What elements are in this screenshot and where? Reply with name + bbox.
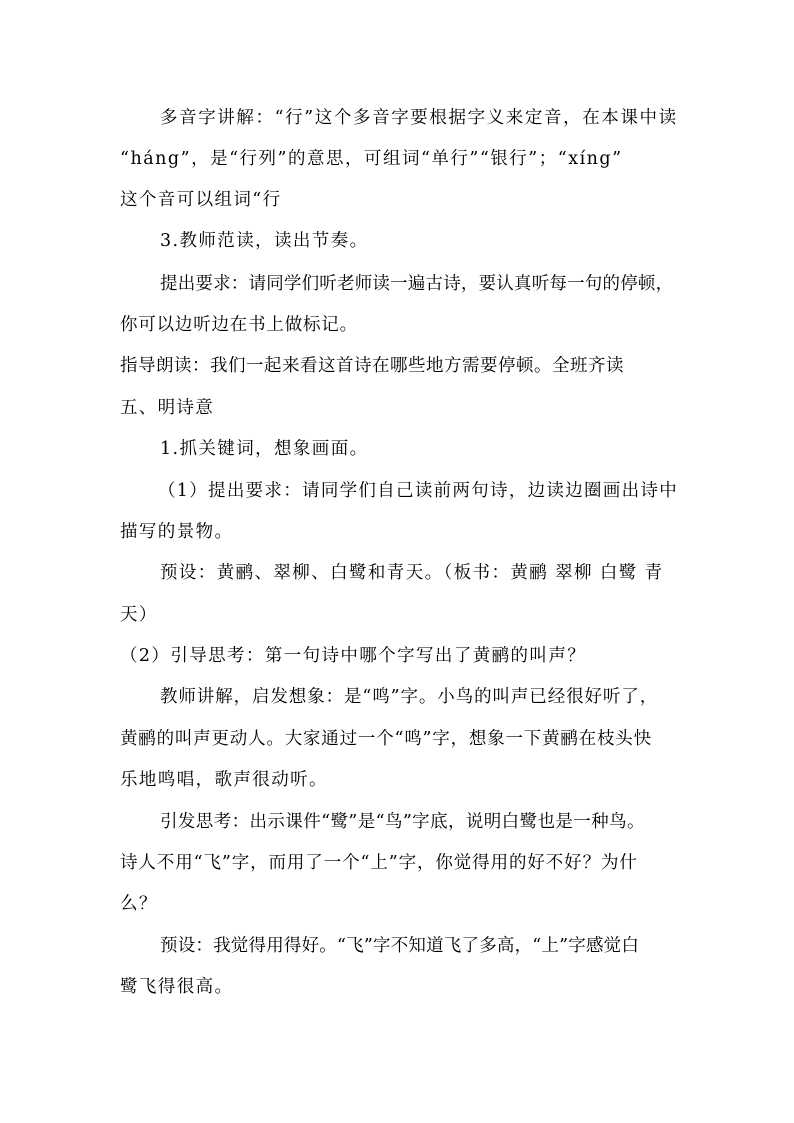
step-teacher-model-reading: 3.教师范读，读出节奏。 [160,231,369,251]
paragraph-requirement-cont: 你可以边听边在书上做标记。 [120,315,358,335]
paragraph-polyphonic-explanation: 多音字讲解：“行”这个多音字要根据字义来定音，在本课中读 [160,108,678,128]
paragraph-preset-scenery-cont: 天） [120,605,158,625]
paragraph-preset-scenery: 预设：黄鹂、翠柳、白鹭和青天。（板书：黄鹂 翠柳 白鹭 青 [160,563,664,583]
paragraph-preset-answer-end: 鹭飞得很高。 [120,977,234,997]
paragraph-requirement-circle: （1）提出要求：请同学们自己读前两句诗，边读边圈画出诗中 [158,481,679,501]
paragraph-polyphonic-explanation-cont: “háng”，是“行列”的意思，可组词“单行”“银行”；“xíng” [120,149,623,169]
paragraph-polyphonic-explanation-end: 这个音可以组词“行 [120,190,282,210]
paragraph-thinking-prompt-cont: 诗人不用“飞”字，而用了一个“上”字，你觉得用的好不好？为什 [120,853,638,873]
paragraph-thinking-prompt: 引发思考：出示课件“鹭”是“鸟”字底，说明白鹭也是一种鸟。 [160,812,645,832]
paragraph-teacher-explains-end: 乐地鸣唱，歌声很动听。 [120,770,328,790]
paragraph-requirement: 提出要求：请同学们听老师读一遍古诗，要认真听每一句的停顿， [160,274,674,294]
paragraph-preset-answer: 预设：我觉得用得好。“飞”字不知道飞了多高，“上”字感觉白 [160,936,640,956]
paragraph-thinking-prompt-end: 么？ [120,894,158,914]
section-heading-poem-meaning: 五、明诗意 [120,398,214,418]
paragraph-requirement-circle-cont: 描写的景物。 [120,522,234,542]
paragraph-teacher-explains-cont: 黄鹂的叫声更动人。大家通过一个“鸣”字，想象一下黄鹂在枝头快 [120,729,652,749]
paragraph-teacher-explains: 教师讲解，启发想象：是“鸣”字。小鸟的叫声已经很好听了， [160,687,659,707]
paragraph-guided-question: （2）引导思考：第一句诗中哪个字写出了黄鹂的叫声？ [120,646,587,666]
paragraph-guided-reading: 指导朗读：我们一起来看这首诗在哪些地方需要停顿。全班齐读 [120,356,624,376]
step-keywords-imagine: 1.抓关键词，想象画面。 [160,439,369,459]
